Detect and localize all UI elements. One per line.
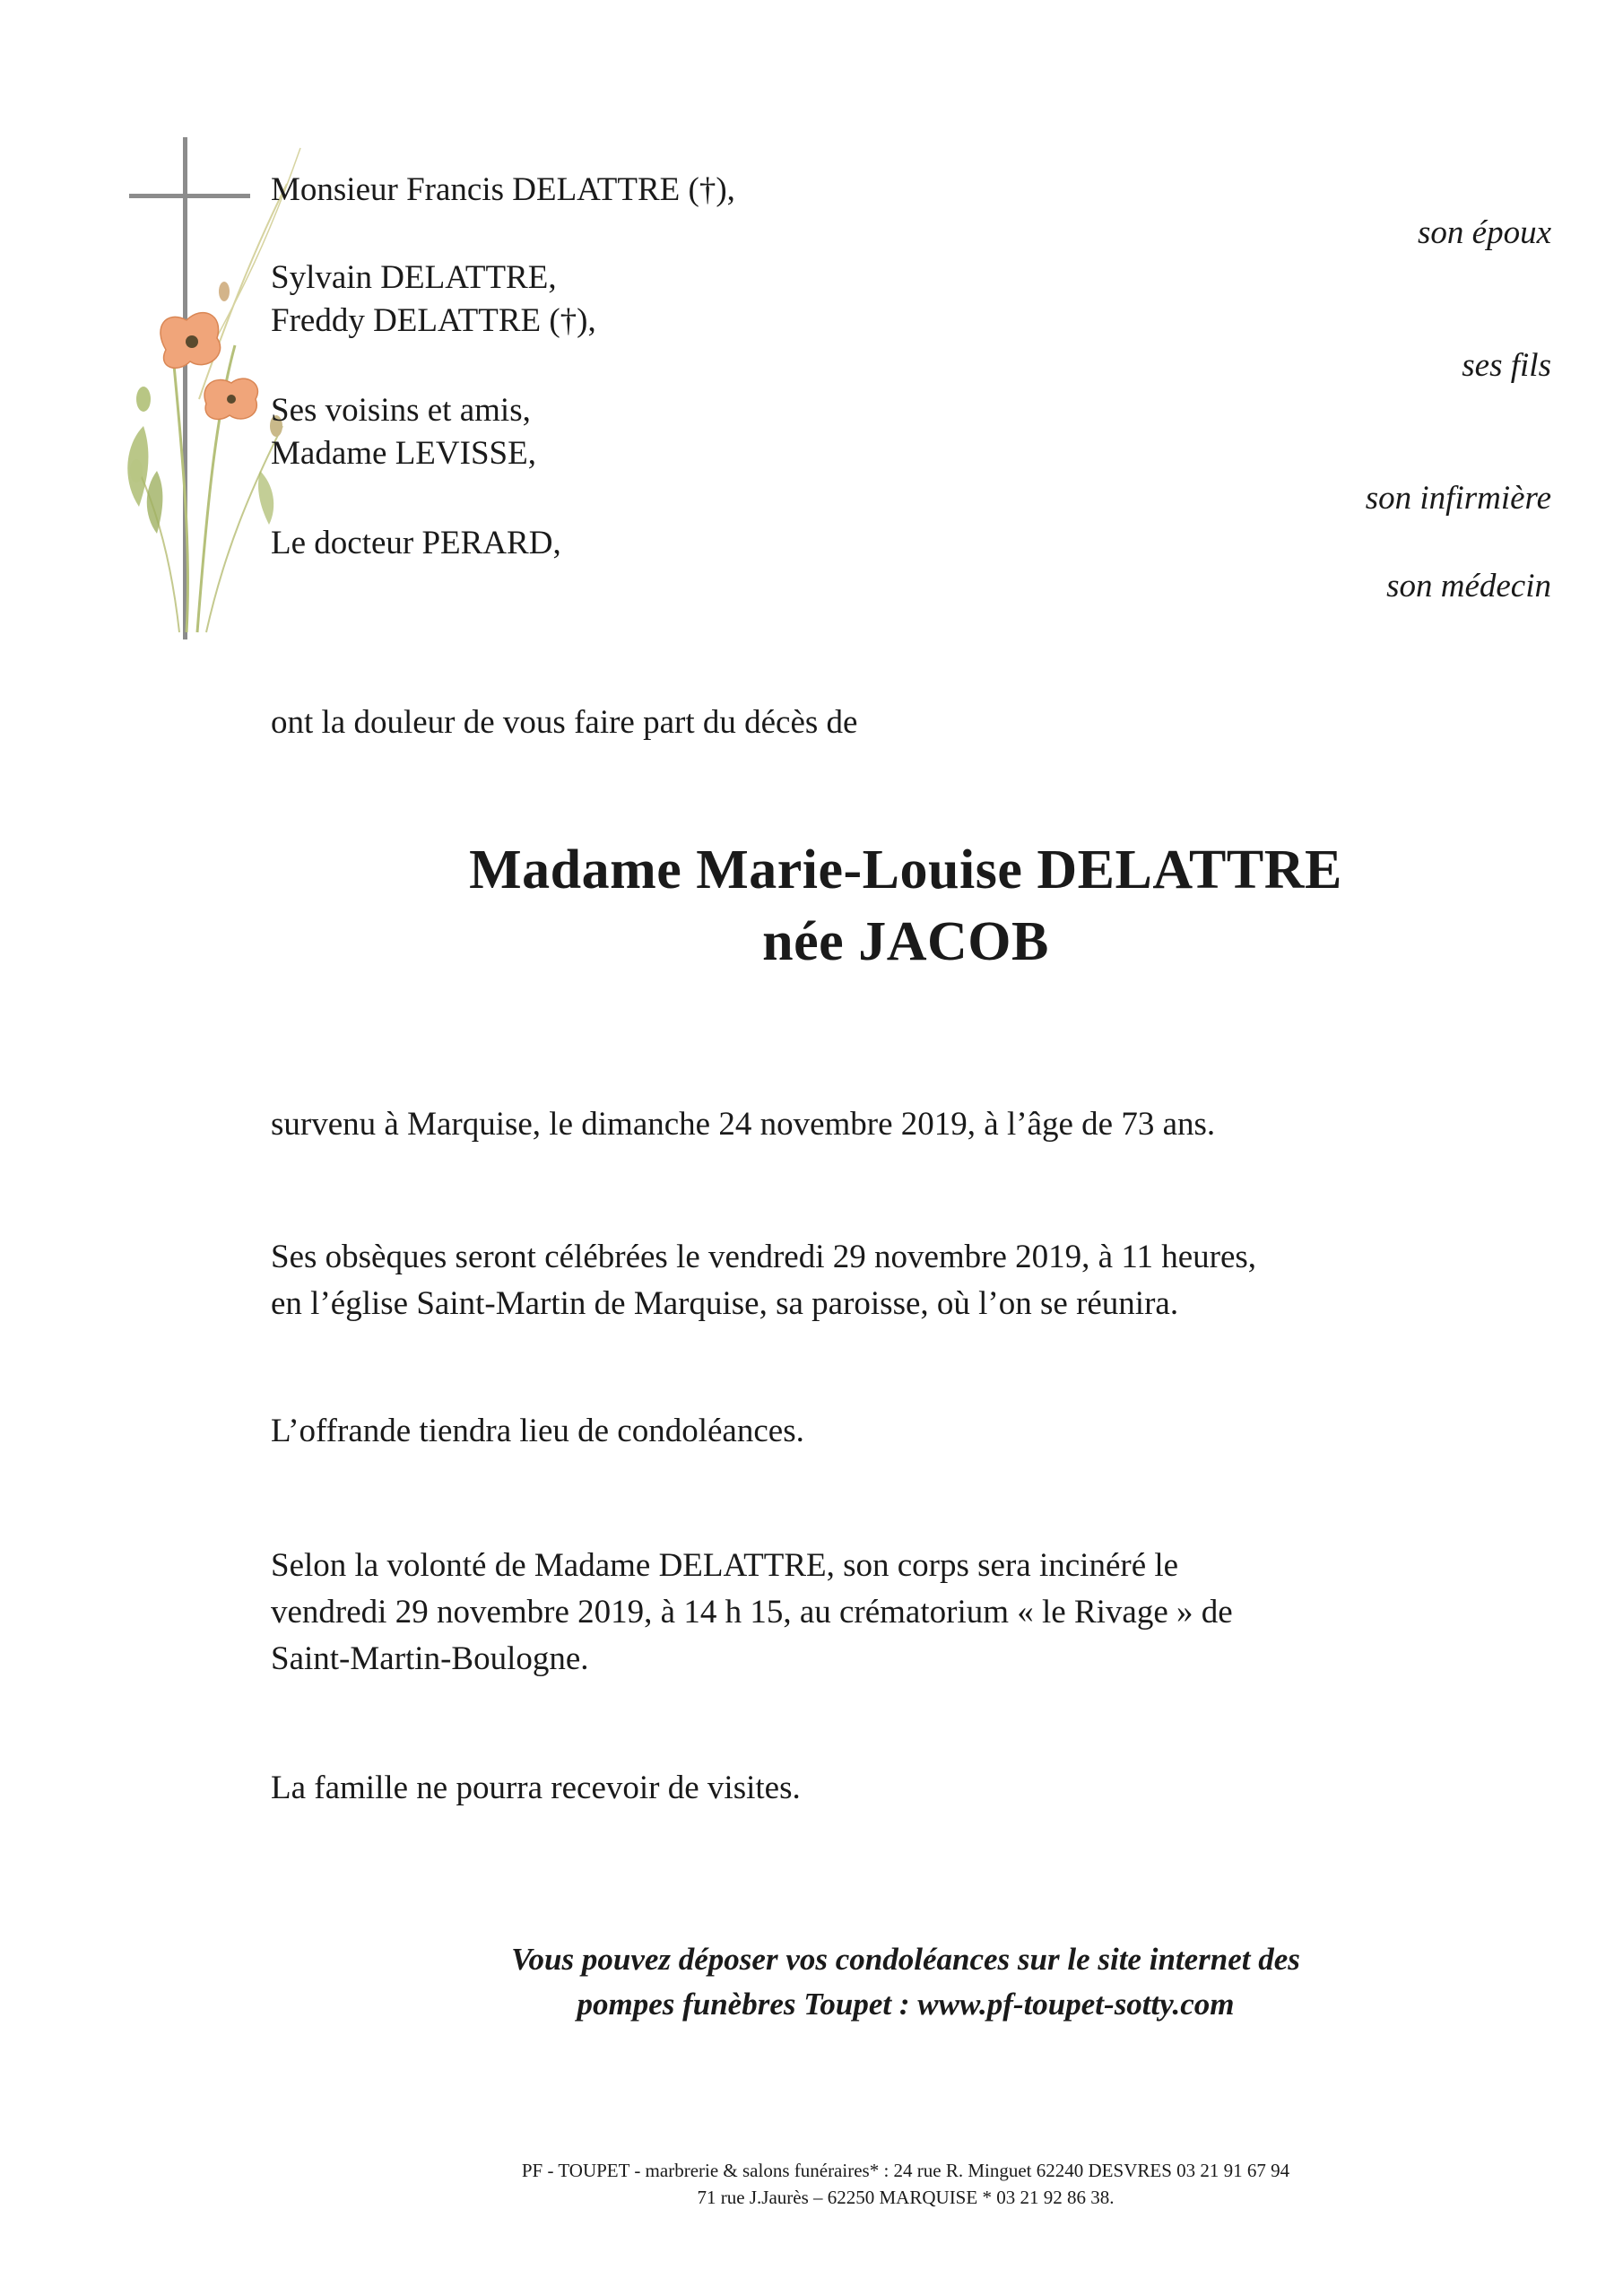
condolences-line-1: Vous pouvez déposer vos condoléances sur le site internet des bbox=[511, 1942, 1300, 1977]
paragraph-cremation-line-2: vendredi 29 novembre 2019, à 14 h 15, au crématorium « le Rivage » de bbox=[271, 1594, 1233, 1631]
paragraph-death-info: survenu à Marquise, le dimanche 24 novembre 2019, à l’âge de 73 ans. bbox=[271, 1106, 1216, 1143]
paragraph-offering: L’offrande tiendra lieu de condoléances. bbox=[271, 1413, 804, 1449]
paragraph-funeral-line-2: en l’église Saint-Martin de Marquise, sa paroisse, où l’on se réunira. bbox=[271, 1285, 1179, 1322]
paragraph-funeral-line-1: Ses obsèques seront célébrées le vendredi 29 novembre 2019, à 11 heures, bbox=[271, 1239, 1257, 1275]
relation-spouse: son époux bbox=[1418, 214, 1551, 251]
family-line-spouse: Monsieur Francis DELATTRE (†), bbox=[271, 171, 735, 208]
family-line-son-1: Sylvain DELATTRE, bbox=[271, 259, 557, 296]
footer-line-1: PF - TOUPET - marbrerie & salons funéraires* : 24 rue R. Minguet 62240 DESVRES 03 21 91 67 94 bbox=[521, 2160, 1290, 2181]
paragraph-no-visits: La famille ne pourra recevoir de visites. bbox=[271, 1770, 801, 1806]
family-line-doctor: Le docteur PERARD, bbox=[271, 525, 561, 561]
paragraph-cremation-line-3: Saint-Martin-Boulogne. bbox=[271, 1640, 589, 1677]
family-line-nurse: Madame LEVISSE, bbox=[271, 435, 536, 472]
family-line-neighbours: Ses voisins et amis, bbox=[271, 392, 531, 429]
relation-doctor: son médecin bbox=[1386, 568, 1551, 604]
footer-line-2: 71 rue J.Jaurès – 62250 MARQUISE * 03 21 92 86 38. bbox=[697, 2187, 1115, 2208]
announcement-text: ont la douleur de vous faire part du décès de bbox=[271, 704, 858, 741]
paragraph-cremation-line-1: Selon la volonté de Madame DELATTRE, son corps sera incinéré le bbox=[271, 1547, 1179, 1584]
family-line-son-2: Freddy DELATTRE (†), bbox=[271, 302, 596, 339]
relation-sons: ses fils bbox=[1462, 347, 1551, 384]
condolences-line-2: pompes funèbres Toupet : www.pf-toupet-sotty.com bbox=[577, 1987, 1235, 2022]
relation-nurse: son infirmière bbox=[1365, 480, 1551, 517]
deceased-name: Madame Marie-Louise DELATTRE bbox=[469, 839, 1342, 900]
deceased-maiden-name: née JACOB bbox=[762, 911, 1049, 972]
